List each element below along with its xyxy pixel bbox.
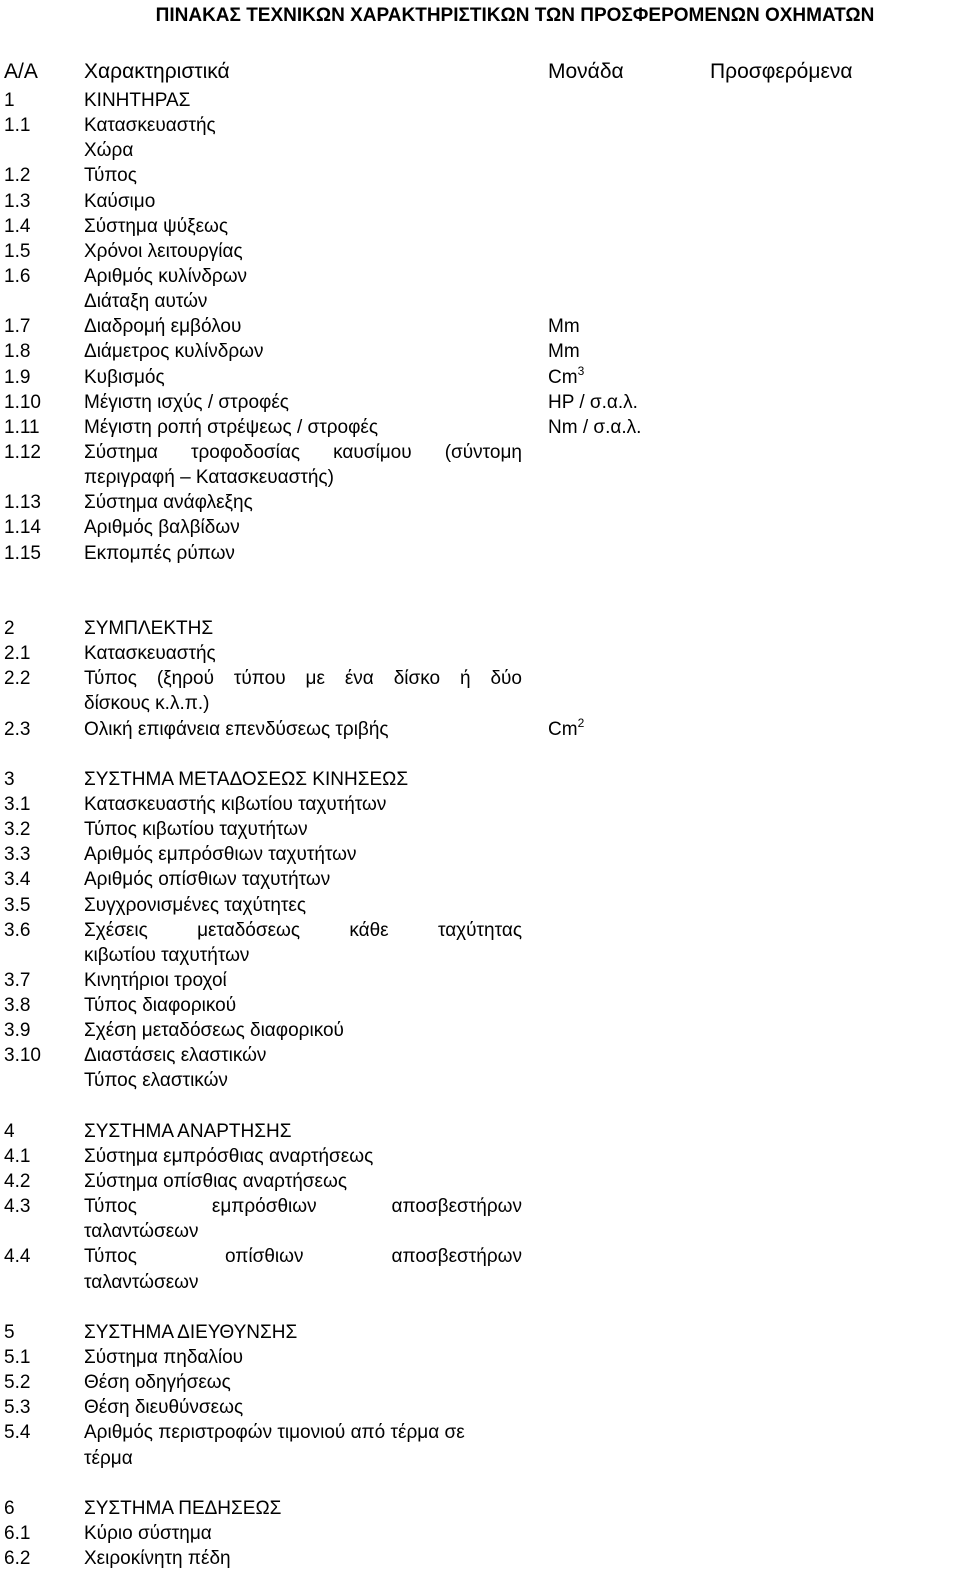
table-row bbox=[0, 541, 960, 566]
table-row bbox=[0, 742, 960, 767]
unit-text: Mm bbox=[548, 316, 580, 338]
row-label: περιγραφή – Κατασκευαστής) bbox=[84, 467, 334, 489]
row-label: Μέγιστη ισχύς / στροφές bbox=[84, 391, 289, 413]
row-number: 1.1 bbox=[4, 115, 31, 137]
row-label: Συγχρονισμένες ταχύτητες bbox=[84, 894, 307, 916]
table-row bbox=[0, 867, 960, 892]
row-label: ΣΥΣΤΗΜΑ ΜΕΤΑΔΟΣΕΩΣ ΚΙΝΗΣΕΩΣ bbox=[84, 768, 409, 790]
row-label: ΣΥΣΤΗΜΑ ΔΙΕΥΘΥΝΣΗΣ bbox=[84, 1321, 298, 1343]
table-row bbox=[0, 1295, 960, 1320]
table-row bbox=[0, 465, 960, 490]
table-row bbox=[0, 1094, 960, 1119]
table-row bbox=[0, 1219, 960, 1244]
table-row bbox=[0, 1521, 960, 1546]
table-row bbox=[0, 1471, 960, 1496]
row-label: δίσκους κ.λ.π.) bbox=[84, 693, 210, 715]
table-row bbox=[0, 717, 960, 742]
row-label: Τύπος (ξηρού τύπου με ένα δίσκο ή δύο bbox=[84, 668, 522, 690]
row-label: Διαδρομή εμβόλου bbox=[84, 316, 242, 338]
row-label: Χρόνοι λειτουργίας bbox=[84, 240, 243, 262]
row-label: τέρμα bbox=[84, 1447, 133, 1469]
table-row bbox=[0, 365, 960, 390]
table-row bbox=[0, 289, 960, 314]
row-number: 5.3 bbox=[4, 1397, 31, 1419]
row-number: 2.1 bbox=[4, 643, 31, 665]
row-label: Σύστημα εμπρόσθιας αναρτήσεως bbox=[84, 1145, 374, 1167]
table-row bbox=[0, 1043, 960, 1068]
table-row bbox=[0, 993, 960, 1018]
unit-text: Cm bbox=[548, 366, 578, 388]
row-label: Σύστημα ψύξεως bbox=[84, 215, 229, 237]
table-row bbox=[0, 1169, 960, 1194]
table-row bbox=[0, 1068, 960, 1093]
row-label: ΣΥΣΤΗΜΑ ΠΕΔΗΣΕΩΣ bbox=[84, 1497, 282, 1519]
row-number: 3.2 bbox=[4, 819, 31, 841]
row-label: Κινητήριοι τροχοί bbox=[84, 969, 227, 991]
row-number: 3.1 bbox=[4, 793, 31, 815]
row-number: 5 bbox=[4, 1321, 15, 1343]
row-label: Θέση διευθύνσεως bbox=[84, 1397, 244, 1419]
row-label: Εκπομπές ρύπων bbox=[84, 542, 235, 564]
table-header bbox=[0, 58, 960, 86]
table-row bbox=[0, 339, 960, 364]
row-number: 6.2 bbox=[4, 1548, 31, 1570]
row-number: 3.5 bbox=[4, 894, 31, 916]
table-row bbox=[0, 616, 960, 641]
table-row bbox=[0, 440, 960, 465]
row-number: 1.10 bbox=[4, 391, 41, 413]
row-label: Σύστημα πηδαλίου bbox=[84, 1347, 244, 1369]
row-number: 6 bbox=[4, 1497, 15, 1519]
row-number: 2.2 bbox=[4, 668, 31, 690]
row-label: Κυβισμός bbox=[84, 366, 165, 388]
row-label: ΣΥΣΤΗΜΑ ΑΝΑΡΤΗΣΗΣ bbox=[84, 1120, 292, 1142]
unit-text: Mm bbox=[548, 341, 580, 363]
row-label: Ολική επιφάνεια επενδύσεως τριβής bbox=[84, 718, 389, 740]
unit-exponent: 3 bbox=[577, 363, 585, 378]
spec-table bbox=[0, 88, 960, 1571]
row-label: Χειροκίνητη πέδη bbox=[84, 1548, 231, 1570]
table-row bbox=[0, 1270, 960, 1295]
table-row bbox=[0, 767, 960, 792]
table-row bbox=[0, 314, 960, 339]
table-row bbox=[0, 1320, 960, 1345]
row-unit bbox=[548, 365, 584, 390]
row-number: 1.14 bbox=[4, 517, 41, 539]
table-row bbox=[0, 138, 960, 163]
row-label: Σχέσεις μεταδόσεως κάθε ταχύτητας bbox=[84, 919, 522, 941]
row-number: 1 bbox=[4, 90, 15, 111]
table-row bbox=[0, 415, 960, 440]
row-number: 2.3 bbox=[4, 718, 31, 740]
row-label: Τύπος ελαστικών bbox=[84, 1070, 228, 1092]
row-label: ταλαντώσεων bbox=[84, 1221, 199, 1243]
row-number: 3.8 bbox=[4, 995, 31, 1017]
table-row bbox=[0, 1420, 960, 1445]
row-label: Διάταξη αυτών bbox=[84, 291, 208, 313]
header-unit: Μονάδα bbox=[548, 60, 624, 83]
row-number: 3.3 bbox=[4, 844, 31, 866]
unit-text: Nm / σ.α.λ. bbox=[548, 416, 642, 438]
row-label: Αριθμός βαλβίδων bbox=[84, 517, 240, 539]
table-row bbox=[0, 113, 960, 138]
header-offered: Προσφερόμενα bbox=[710, 60, 853, 83]
row-number: 3.4 bbox=[4, 869, 31, 891]
row-number: 1.9 bbox=[4, 366, 31, 388]
row-number: 1.6 bbox=[4, 265, 31, 287]
row-number: 1.4 bbox=[4, 215, 31, 237]
row-number: 3 bbox=[4, 768, 15, 790]
row-label: Χώρα bbox=[84, 140, 134, 162]
row-number: 4.1 bbox=[4, 1145, 31, 1167]
table-row bbox=[0, 1018, 960, 1043]
row-number: 3.9 bbox=[4, 1020, 31, 1042]
row-label: Τύπος οπίσθιων αποσβεστήρων bbox=[84, 1246, 522, 1268]
header-feature: Χαρακτηριστικά bbox=[84, 60, 230, 83]
row-unit bbox=[548, 717, 584, 742]
row-number: 1.3 bbox=[4, 190, 31, 212]
table-row bbox=[0, 515, 960, 540]
table-row bbox=[0, 239, 960, 264]
table-row bbox=[0, 691, 960, 716]
row-number: 1.7 bbox=[4, 316, 31, 338]
row-number: 3.6 bbox=[4, 919, 31, 941]
row-number: 1.15 bbox=[4, 542, 41, 564]
row-label: Τύπος εμπρόσθιων αποσβεστήρων bbox=[84, 1196, 522, 1218]
row-unit bbox=[548, 415, 641, 440]
row-unit bbox=[548, 390, 638, 415]
row-number: 5.1 bbox=[4, 1347, 31, 1369]
row-label: Αριθμός περιστροφών τιμονιού από τέρμα σε bbox=[84, 1422, 465, 1444]
row-number: 4.3 bbox=[4, 1196, 31, 1218]
row-label: Κατασκευαστής κιβωτίου ταχυτήτων bbox=[84, 793, 387, 815]
row-label: Αριθμός εμπρόσθιων ταχυτήτων bbox=[84, 844, 357, 866]
row-number: 1.8 bbox=[4, 341, 31, 363]
table-row bbox=[0, 264, 960, 289]
row-label: Κατασκευαστής bbox=[84, 115, 216, 137]
row-label: Κύριο σύστημα bbox=[84, 1523, 212, 1545]
row-label: Τύπος κιβωτίου ταχυτήτων bbox=[84, 819, 308, 841]
table-row bbox=[0, 666, 960, 691]
row-number: 6.1 bbox=[4, 1523, 31, 1545]
row-label: Τύπος bbox=[84, 165, 137, 187]
table-row bbox=[0, 214, 960, 239]
table-row bbox=[0, 566, 960, 591]
row-label: ΣΥΜΠΛΕΚΤΗΣ bbox=[84, 617, 214, 639]
row-label: Σχέση μεταδόσεως διαφορικού bbox=[84, 1020, 344, 1042]
table-row bbox=[0, 1119, 960, 1144]
row-number: 1.2 bbox=[4, 165, 31, 187]
page-title: ΠΙΝΑΚΑΣ ΤΕΧΝΙΚΩΝ ΧΑΡΑΚΤΗΡΙΣΤΙΚΩΝ ΤΩΝ ΠΡΟΣΦΕΡΟΜΕΝΩΝ ΟΧΗΜΑΤΩΝ bbox=[155, 5, 875, 26]
table-row bbox=[0, 1144, 960, 1169]
table-row bbox=[0, 1395, 960, 1420]
table-row bbox=[0, 792, 960, 817]
row-label: Κατασκευαστής bbox=[84, 643, 216, 665]
row-label: Διαστάσεις ελαστικών bbox=[84, 1045, 267, 1067]
row-label: Διάμετρος κυλίνδρων bbox=[84, 341, 264, 363]
row-label: Τύπος διαφορικού bbox=[84, 995, 237, 1017]
row-number: 5.4 bbox=[4, 1422, 31, 1444]
row-number: 1.11 bbox=[4, 416, 40, 438]
row-number: 2 bbox=[4, 617, 15, 639]
header-no: Α/Α bbox=[4, 60, 38, 83]
table-row bbox=[0, 1546, 960, 1571]
row-label: Σύστημα ανάφλεξης bbox=[84, 492, 253, 514]
table-row bbox=[0, 88, 960, 113]
row-number: 4.4 bbox=[4, 1246, 31, 1268]
row-number: 3.7 bbox=[4, 969, 31, 991]
row-label: Σύστημα τροφοδοσίας καυσίμου (σύντομη bbox=[84, 441, 522, 463]
unit-text: Cm bbox=[548, 718, 578, 740]
row-label: Θέση οδηγήσεως bbox=[84, 1372, 231, 1394]
table-row bbox=[0, 1496, 960, 1521]
table-row bbox=[0, 968, 960, 993]
row-unit bbox=[548, 314, 580, 339]
table-row bbox=[0, 1370, 960, 1395]
table-row bbox=[0, 490, 960, 515]
row-label: Αριθμός κυλίνδρων bbox=[84, 265, 248, 287]
row-number: 5.2 bbox=[4, 1372, 31, 1394]
table-row bbox=[0, 591, 960, 616]
row-number: 4.2 bbox=[4, 1171, 31, 1193]
row-label: Καύσιμο bbox=[84, 190, 156, 212]
table-row bbox=[0, 1446, 960, 1471]
table-row bbox=[0, 1345, 960, 1370]
table-row bbox=[0, 1244, 960, 1269]
row-number: 1.12 bbox=[4, 441, 41, 463]
table-row bbox=[0, 390, 960, 415]
table-row bbox=[0, 943, 960, 968]
table-row bbox=[0, 1194, 960, 1219]
row-label: κιβωτίου ταχυτήτων bbox=[84, 944, 250, 966]
table-row bbox=[0, 842, 960, 867]
table-row bbox=[0, 163, 960, 188]
table-row bbox=[0, 189, 960, 214]
row-number: 1.5 bbox=[4, 240, 31, 262]
unit-text: HP / σ.α.λ. bbox=[548, 391, 638, 413]
table-row bbox=[0, 918, 960, 943]
row-label: ταλαντώσεων bbox=[84, 1271, 199, 1293]
row-label: ΚΙΝΗΤΗΡΑΣ bbox=[84, 90, 191, 111]
table-row bbox=[0, 641, 960, 666]
unit-exponent: 2 bbox=[577, 715, 585, 730]
row-number: 4 bbox=[4, 1120, 15, 1142]
row-unit bbox=[548, 339, 580, 364]
row-number: 1.13 bbox=[4, 492, 41, 514]
row-label: Αριθμός οπίσθιων ταχυτήτων bbox=[84, 869, 331, 891]
table-row bbox=[0, 893, 960, 918]
row-number: 3.10 bbox=[4, 1045, 41, 1067]
table-row bbox=[0, 817, 960, 842]
row-label: Μέγιστη ροπή στρέψεως / στροφές bbox=[84, 416, 379, 438]
row-label: Σύστημα οπίσθιας αναρτήσεως bbox=[84, 1171, 347, 1193]
